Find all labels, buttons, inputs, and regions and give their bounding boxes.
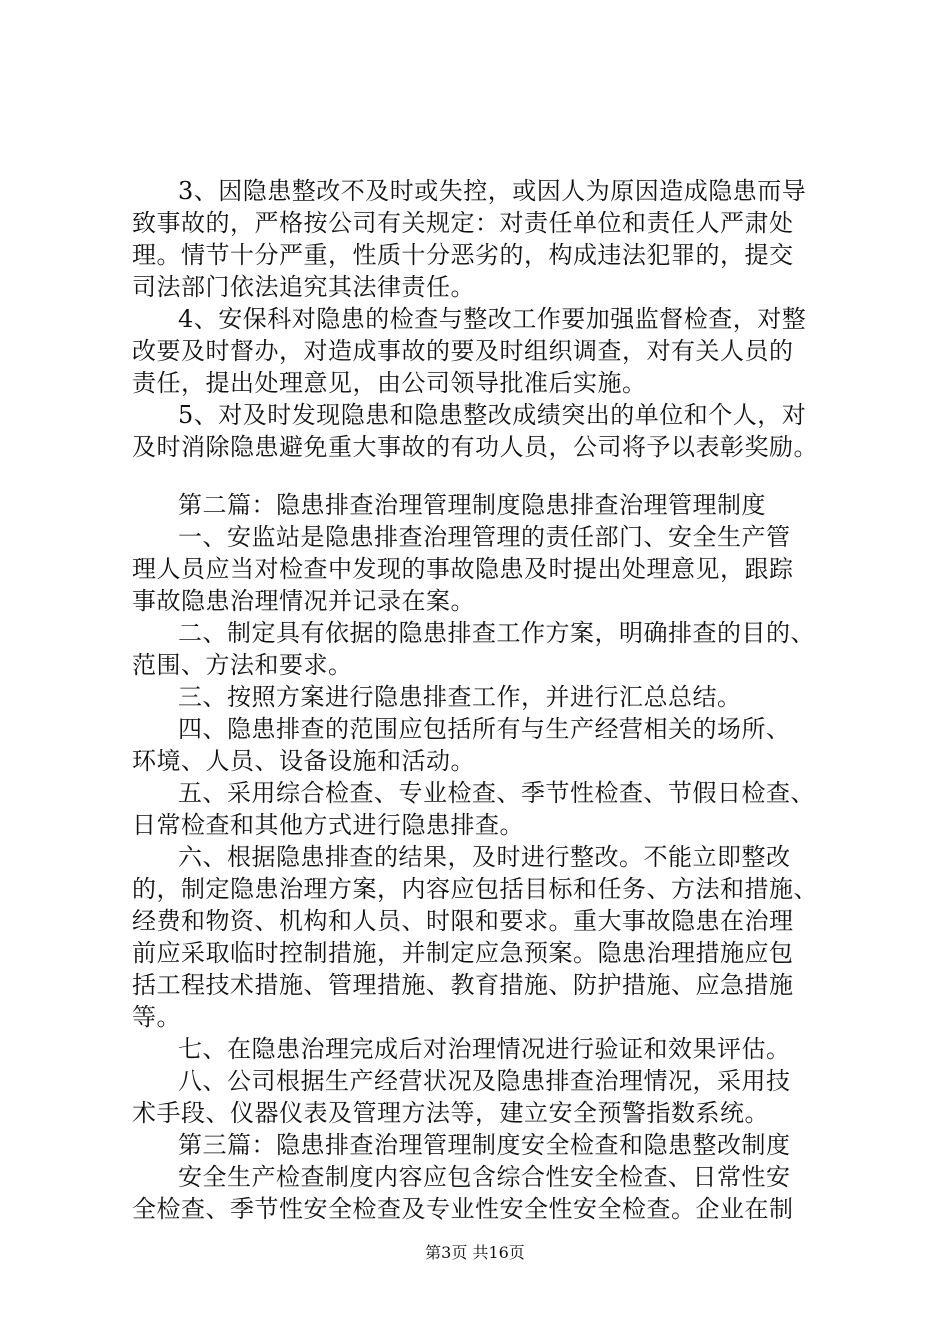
item-8-line: 八、公司根据生产经营状况及隐患排查治理情况，采用技 <box>178 1067 791 1095</box>
paragraph-3-line: 3、因隐患整改不及时或失控，或因人为原因造成隐患而导 <box>178 177 807 205</box>
item-5-line: 日常检查和其他方式进行隐患排查。 <box>132 811 524 839</box>
item-6-line: 等。 <box>132 1003 181 1031</box>
document-body <box>132 175 832 1225</box>
paragraph-4-line: 4、安保科对隐患的检查与整改工作要加强监督检查，对整 <box>178 305 807 333</box>
item-3-line: 三、按照方案进行隐患排查工作，并进行汇总总结。 <box>178 683 742 711</box>
section-heading-3: 第三篇：隐患排查治理管理制度安全检查和隐患整改制度 <box>178 1131 791 1159</box>
item-6-line: 括工程技术措施、管理措施、教育措施、防护措施、应急措施 <box>132 971 794 999</box>
item-6-line: 前应采取临时控制措施，并制定应急预案。隐患治理措施应包 <box>132 939 794 967</box>
paragraph-4-line: 改要及时督办，对造成事故的要及时组织调查，对有关人员的 <box>132 337 794 365</box>
item-2-line: 二、制定具有依据的隐患排查工作方案，明确排查的目的、 <box>178 619 815 647</box>
paragraph-3-line: 致事故的，严格按公司有关规定：对责任单位和责任人严肃处 <box>132 209 794 237</box>
paragraph-4-line: 责任，提出处理意见，由公司领导批准后实施。 <box>132 369 647 397</box>
item-1-line: 事故隐患治理情况并记录在案。 <box>132 587 475 615</box>
paragraph-5-line: 及时消除隐患避免重大事故的有功人员，公司将予以表彰奖励。 <box>132 433 818 461</box>
item-4-line: 四、隐患排查的范围应包括所有与生产经营相关的场所、 <box>178 715 791 743</box>
page-number-footer: 第3页 共16页 <box>425 1243 525 1262</box>
item-1-line: 一、安监站是隐患排查治理管理的责任部门、安全生产管 <box>178 523 791 551</box>
section-spacer <box>132 463 832 489</box>
paragraph-5-line: 5、对及时发现隐患和隐患整改成绩突出的单位和个人，对 <box>178 401 807 429</box>
paragraph-3-line: 司法部门依法追究其法律责任。 <box>132 273 475 301</box>
section-heading-2: 第二篇：隐患排查治理管理制度隐患排查治理管理制度 <box>178 491 766 519</box>
item-6-line: 的，制定隐患治理方案，内容应包括目标和任务、方法和措施、 <box>132 875 818 903</box>
item-6-line: 经费和物资、机构和人员、时限和要求。重大事故隐患在治理 <box>132 907 794 935</box>
item-5-line: 五、采用综合检查、专业检查、季节性检查、节假日检查、 <box>178 779 815 807</box>
paragraph-3-line: 理。情节十分严重，性质十分恶劣的，构成违法犯罪的，提交 <box>132 241 794 269</box>
item-8-line: 术手段、仪器仪表及管理方法等，建立安全预警指数系统。 <box>132 1099 769 1127</box>
item-4-line: 环境、人员、设备设施和活动。 <box>132 747 475 775</box>
item-7-line: 七、在隐患治理完成后对治理情况进行验证和效果评估。 <box>178 1035 791 1063</box>
item-6-line: 六、根据隐患排查的结果，及时进行整改。不能立即整改 <box>178 843 791 871</box>
section-3-paragraph-line: 全检查、季节性安全检查及专业性安全性安全检查。企业在制 <box>132 1195 794 1223</box>
item-2-line: 范围、方法和要求。 <box>132 651 353 679</box>
item-1-line: 理人员应当对检查中发现的事故隐患及时提出处理意见，跟踪 <box>132 555 794 583</box>
section-3-paragraph-line: 安全生产检查制度内容应包含综合性安全检查、日常性安 <box>178 1163 791 1191</box>
